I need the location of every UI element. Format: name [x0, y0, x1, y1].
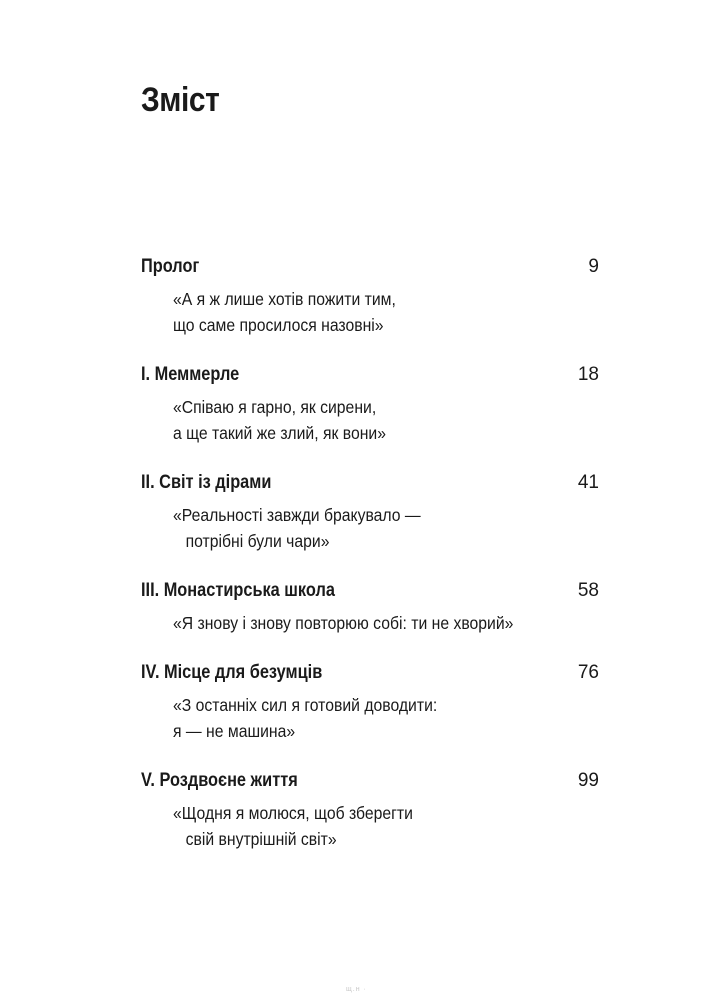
- epigraph-line: «А я ж лише хотів пожити тим,: [173, 289, 396, 309]
- chapter-epigraph: [173, 394, 515, 446]
- page-number: 76: [577, 662, 599, 683]
- epigraph-line: свій внутрішній світ»: [185, 829, 337, 849]
- page-number: 41: [577, 472, 599, 493]
- chapter-title: III. Монастирська школа: [141, 580, 335, 601]
- epigraph-line: «Реальності завжди бракувало —: [173, 505, 421, 525]
- chapter-epigraph: [173, 502, 515, 554]
- chapter-title: I. Меммерле: [141, 364, 240, 385]
- toc-entry-head: [141, 578, 599, 604]
- toc-entry-prologue: [141, 254, 599, 362]
- toc-entry-chapter-5: [141, 768, 599, 876]
- epigraph-line: потрібні були чари»: [185, 531, 330, 551]
- toc-entry-head: [141, 768, 599, 794]
- toc-entry-head: [141, 362, 599, 388]
- toc-entry-head: [141, 660, 599, 686]
- page-title: Зміст: [141, 81, 220, 119]
- print-artifact: щ.н ·: [346, 986, 367, 993]
- epigraph-line: «Щодня я молюся, щоб зберегти: [173, 803, 413, 823]
- toc-entry-head: [141, 254, 599, 280]
- toc-entry-head: [141, 470, 599, 496]
- epigraph-line: я — не машина»: [173, 721, 296, 741]
- page-number: 58: [577, 580, 599, 601]
- chapter-epigraph: [173, 692, 515, 744]
- toc-entry-chapter-3: [141, 578, 599, 660]
- epigraph-line: а ще такий же злий, як вони»: [173, 423, 386, 443]
- toc-entry-chapter-2: [141, 470, 599, 578]
- page-number: 99: [577, 770, 599, 791]
- chapter-epigraph: [173, 800, 515, 852]
- chapter-epigraph: [173, 286, 515, 338]
- chapter-title: Пролог: [141, 256, 200, 277]
- toc-entry-chapter-1: [141, 362, 599, 470]
- chapter-epigraph: [173, 610, 551, 636]
- epigraph-line: що саме просилося назовні»: [173, 315, 384, 335]
- table-of-contents: [141, 254, 599, 876]
- epigraph-line: «Я знову і знову повторюю собі: ти не хворий»: [173, 613, 514, 633]
- page-number: 9: [588, 256, 599, 277]
- chapter-title: V. Роздвоєне життя: [141, 770, 298, 791]
- epigraph-line: «З останніх сил я готовий доводити:: [173, 695, 438, 715]
- toc-entry-chapter-4: [141, 660, 599, 768]
- chapter-title: II. Світ із дірами: [141, 472, 272, 493]
- epigraph-line: «Співаю я гарно, як сирени,: [173, 397, 377, 417]
- chapter-title: IV. Місце для безумців: [141, 662, 323, 683]
- page-number: 18: [577, 364, 599, 385]
